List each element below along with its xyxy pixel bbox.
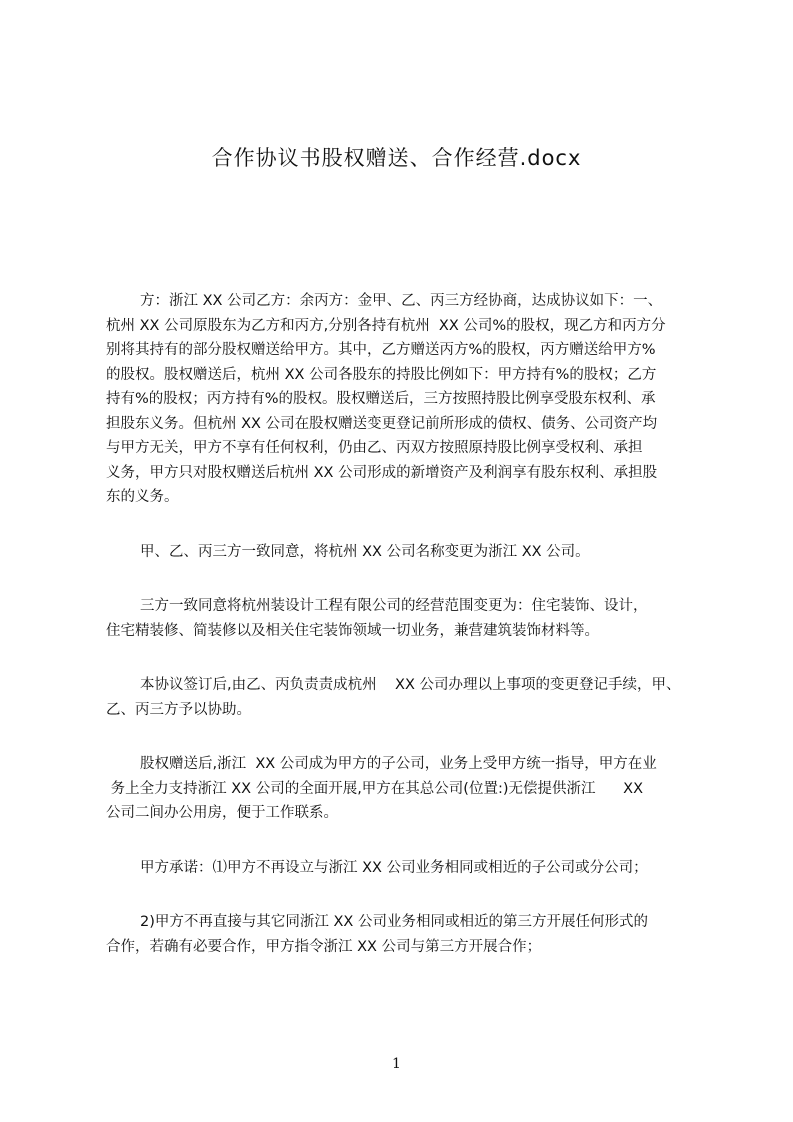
paragraph-2: [106, 540, 698, 565]
text-line: 甲方承诺：⑴甲方不再设立与浙江 XX 公司业务相同或相近的子公司或分公司；: [140, 859, 648, 876]
text-line: 股权赠送后,浙江 XX 公司成为甲方的子公司，业务上受甲方统一指导，甲方在业: [140, 756, 657, 772]
text-line: 三方一致同意将杭州装设计工程有限公司的经营范围变更为：住宅装饰、设计，: [140, 598, 648, 614]
text-line: 住宅精装修、简装修以及相关住宅装饰领域一切业务，兼营建筑装饰材料等。: [106, 622, 599, 639]
paragraph-7: [106, 910, 698, 959]
paragraph-3: [106, 594, 698, 643]
text-line: 公司二间办公用房，便于工作联系。: [106, 805, 338, 821]
paragraph-5: [106, 752, 698, 826]
text-line: 2)甲方不再直接与其它同浙江 XX 公司业务相同或相近的第三方开展任何形式的: [140, 914, 648, 930]
text-line: 别将其持有的部分股权赠送给甲方。其中，乙方赠送丙方%的股权，丙方赠送给甲方%: [106, 342, 656, 358]
page-number: 1: [392, 1056, 401, 1072]
text-line: 担股东义务。但杭州 XX 公司在股权赠送变更登记前所形成的债权、债务、公司资产均: [106, 415, 658, 432]
paragraph-6: [106, 856, 698, 881]
text-line: 东的义务。: [106, 489, 179, 505]
text-line: 与甲方无关，甲方不享有任何权利，仍由乙、丙双方按照原持股比例享受权利、承担: [106, 440, 643, 456]
text-line: 持有%的股权；丙方持有%的股权。股权赠送后，三方按照持股比例享受股东权利、承: [106, 391, 656, 407]
text-line: 的股权。股权赠送后，杭州 XX 公司各股东的持股比例如下：甲方持有%的股权；乙方: [106, 366, 657, 383]
paragraph-1: [106, 289, 698, 510]
text-line: 务上全力支持浙江 XX 公司的全面开展,甲方在其总公司(位置:)无偿提供浙江 XX: [106, 780, 644, 797]
text-line: 甲、乙、丙三方一致同意，将杭州 XX 公司名称变更为浙江 XX 公司。: [140, 543, 590, 560]
paragraph-4: [106, 673, 698, 722]
text-line: 义务，甲方只对股权赠送后杭州 XX 公司形成的新增资产及利润享有股东权利、承担股: [106, 464, 658, 481]
text-line: 杭州 XX 公司原股东为乙方和丙方,分别各持有杭州 XX 公司%的股权，现乙方和丙方分: [106, 317, 666, 334]
document-title: 合作协议书股权赠送、合作经营.docx: [211, 146, 582, 170]
text-line: 合作，若确有必要合作，甲方指令浙江 XX 公司与第三方开展合作；: [106, 938, 542, 955]
text-line: 本协议签订后,由乙、丙负责责成杭州 XX 公司办理以上事项的变更登记手续，甲、: [140, 677, 681, 693]
text-line: 乙、丙三方予以协助。: [106, 701, 251, 718]
document-body: [106, 289, 698, 959]
text-line: 方：浙江 XX 公司乙方：余丙方：金甲、乙、丙三方经协商，达成协议如下：一、: [140, 293, 663, 309]
